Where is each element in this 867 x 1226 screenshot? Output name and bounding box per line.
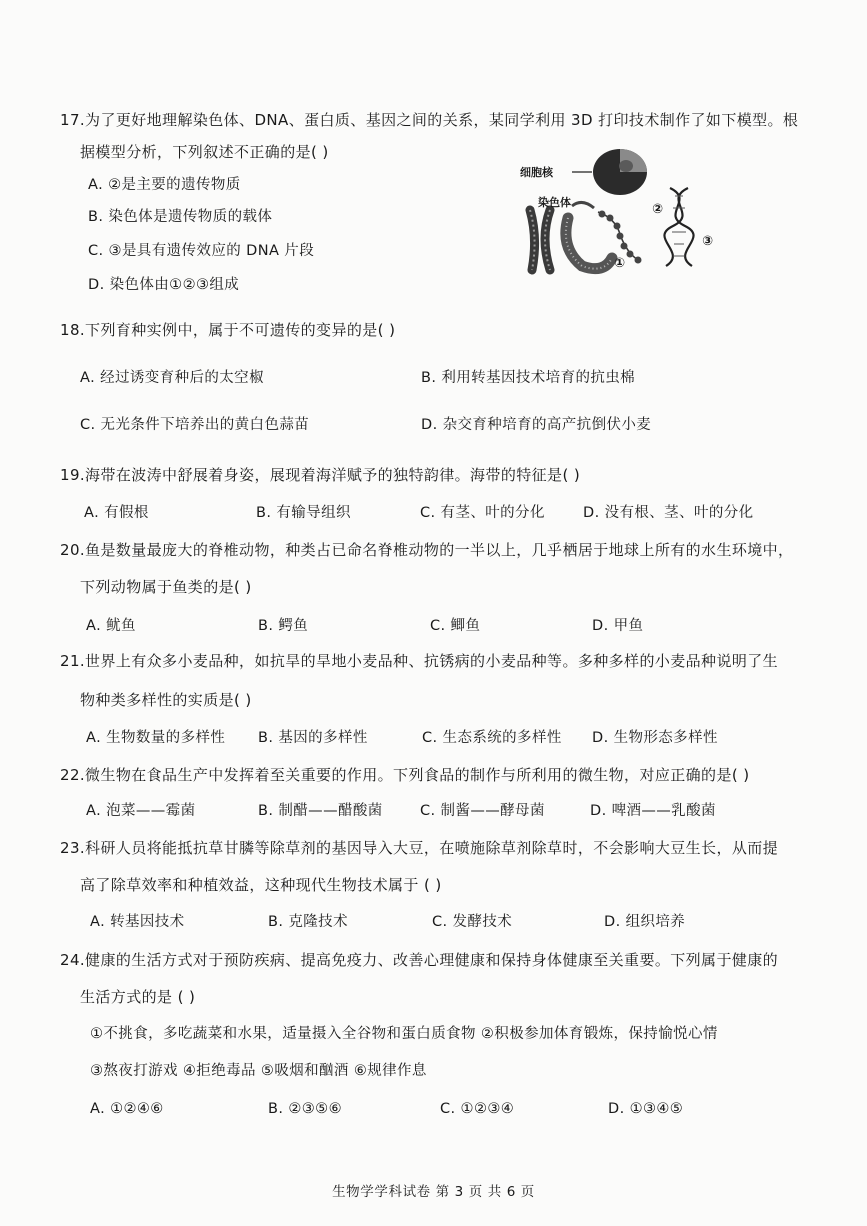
q24-option-c: C. ①②③④ [440,1101,515,1117]
q23-stem-line2: 高了除草效率和种植效益，这种现代生物技术属于 ( ) [80,876,442,894]
q19-option-a: A. 有假根 [84,505,149,521]
q18-option-b: B. 利用转基因技术培育的抗虫棉 [421,370,636,386]
q22-option-a: A. 泡菜——霉菌 [86,803,196,819]
q24-stem-line1: 24.健康的生活方式对于预防疾病、提高免疫力、改善心理健康和保持身体健康至关重要。下列属于健康的 [60,951,779,969]
q19-option-b: B. 有输导组织 [256,505,351,521]
q23-option-c: C. 发酵技术 [432,914,513,930]
q22-stem: 22.微生物在食品生产中发挥着至关重要的作用。下列食品的制作与所利用的微生物，对应正确的是( ) [60,766,750,784]
q20-stem-line1: 20.鱼是数量最庞大的脊椎动物，种类占已命名脊椎动物的一半以上，几乎栖居于地球上所有的水生环境中， [60,541,794,559]
q23-stem-line1: 23.科研人员将能抵抗草甘膦等除草剂的基因导入大豆，在喷施除草剂除草时，不会影响大豆生长，从而提 [60,839,779,857]
q17-option-a: A. ②是主要的遗传物质 [88,177,241,193]
dna-double-helix [664,188,693,266]
q24-option-a: A. ①②④⑥ [90,1101,164,1117]
q17-stem-line2: 据模型分析，下列叙述不正确的是( ) [80,143,329,161]
q19-stem: 19.海带在波涛中舒展着身姿，展现着海洋赋予的独特韵律。海带的特征是( ) [60,466,581,484]
q23-option-a: A. 转基因技术 [90,914,185,930]
q20-stem-line2: 下列动物属于鱼类的是( ) [80,578,252,596]
chromosome-x-shape [530,210,550,270]
q24-option-b: B. ②③⑤⑥ [268,1101,342,1117]
q17-option-c: C. ③是具有遗传效应的 DNA 片段 [88,243,315,259]
q18-stem: 18.下列育种实例中，属于不可遗传的变异的是( ) [60,321,396,339]
label-nucleus: 细胞核 [520,166,553,179]
q22-option-b: B. 制醋——醋酸菌 [258,803,383,819]
q22-option-d: D. 啤酒——乳酸菌 [590,803,716,819]
q17-option-b: B. 染色体是遗传物质的载体 [88,209,273,225]
q19-option-c: C. 有茎、叶的分化 [420,505,545,521]
q21-option-a: A. 生物数量的多样性 [86,730,226,746]
q17-option-d: D. 染色体由①②③组成 [88,277,240,293]
q21-option-d: D. 生物形态多样性 [592,730,718,746]
q23-option-b: B. 克隆技术 [268,914,348,930]
q17-stem-line1: 17.为了更好地理解染色体、DNA、蛋白质、基因之间的关系，某同学利用 3D 打印技术制作了如下模型。根 [60,111,799,129]
q20-option-b: B. 鳄鱼 [258,618,309,634]
q20-option-c: C. 鲫鱼 [430,618,481,634]
marker-1: ① [614,256,626,271]
q20-option-d: D. 甲鱼 [592,618,644,634]
q23-option-d: D. 组织培养 [604,914,686,930]
marker-3: ③ [702,234,714,249]
q21-stem-line1: 21.世界上有众多小麦品种，如抗旱的旱地小麦品种、抗锈病的小麦品种等。多种多样的小麦品种说明了生 [60,652,779,670]
q18-option-c: C. 无光条件下培养出的黄白色蒜苗 [80,417,310,433]
page-footer: 生物学学科试卷 第 3 页 共 6 页 [332,1184,535,1200]
q21-stem-line2: 物种类多样性的实质是( ) [80,691,252,709]
q20-option-a: A. 鱿鱼 [86,618,136,634]
q24-statements-line2: ③熬夜打游戏 ④拒绝毒品 ⑤吸烟和酗酒 ⑥规律作息 [90,1063,427,1079]
q18-option-a: A. 经过诱变育种后的太空椒 [80,370,264,386]
marker-2: ② [652,202,664,217]
q24-option-d: D. ①③④⑤ [608,1101,684,1117]
q17-dna-model-figure [520,148,735,280]
q24-statements-line1: ①不挑食，多吃蔬菜和水果，适量摄入全谷物和蛋白质食物 ②积极参加体育锻炼，保持愉悦心情 [90,1026,718,1042]
q24-stem-line2: 生活方式的是 ( ) [80,988,196,1006]
q22-option-c: C. 制酱——酵母菌 [420,803,545,819]
q21-option-c: C. 生态系统的多样性 [422,730,562,746]
q18-option-d: D. 杂交育种培育的高产抗倒伏小麦 [421,417,652,433]
q19-option-d: D. 没有根、茎、叶的分化 [583,505,754,521]
label-chromosome: 染色体 [538,196,571,209]
nucleus-sphere [572,149,647,195]
q21-option-b: B. 基因的多样性 [258,730,368,746]
